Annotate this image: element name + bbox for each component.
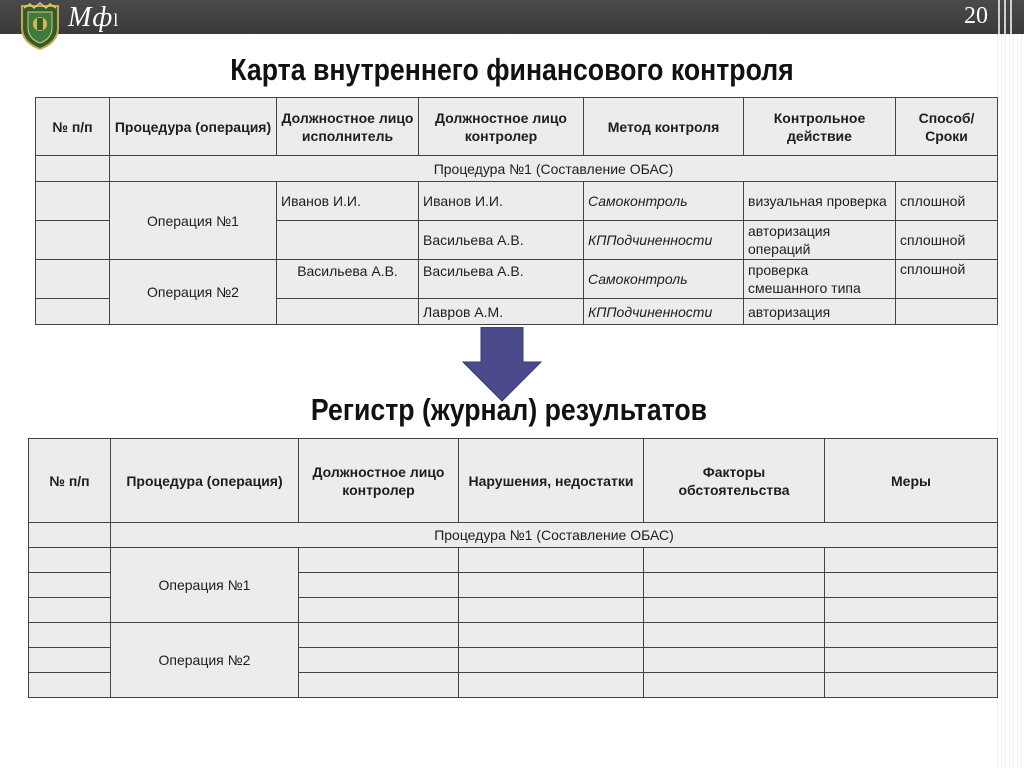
header-cell: Должностное лицо исполнитель — [277, 98, 419, 156]
table-cell — [825, 573, 998, 598]
table-cell — [36, 221, 110, 260]
controller-cell: Васильева А.В. — [419, 221, 584, 260]
control-map-table — [35, 97, 998, 325]
header-cell: Должностное лицо контролер — [419, 98, 584, 156]
table-row — [36, 182, 998, 221]
table-cell — [29, 648, 111, 673]
header-cell: Факторы обстоятельства — [644, 439, 825, 523]
table-cell — [29, 673, 111, 698]
table-row — [29, 523, 998, 548]
emblem-logo — [18, 2, 62, 50]
header-cell: № п/п — [29, 439, 111, 523]
table-cell — [825, 548, 998, 573]
table-cell — [644, 598, 825, 623]
brand-mark: Мфl — [68, 2, 120, 33]
table-cell — [36, 260, 110, 299]
table-cell — [299, 573, 459, 598]
method-cell: Самоконтроль — [584, 260, 744, 299]
action-cell: авторизация операций — [744, 221, 896, 260]
table-cell — [644, 623, 825, 648]
table-header-row — [36, 98, 998, 156]
header-cell: № п/п — [36, 98, 110, 156]
table-cell — [29, 573, 111, 598]
method-cell: Самоконтроль — [584, 182, 744, 221]
table-cell — [36, 299, 110, 325]
table-cell — [459, 623, 644, 648]
method-cell: КППодчиненности — [584, 221, 744, 260]
table-cell — [29, 523, 111, 548]
decorative-edge — [994, 34, 1024, 768]
header-cell: Способ/ Сроки — [896, 98, 998, 156]
executor-cell — [277, 221, 419, 260]
table-cell — [825, 598, 998, 623]
controller-cell: Лавров А.М. — [419, 299, 584, 325]
table-cell — [644, 548, 825, 573]
procedure-label: Процедура №1 (Составление ОБАС) — [111, 523, 998, 548]
header-cell: Метод контроля — [584, 98, 744, 156]
mode-cell: сплошной — [896, 221, 998, 260]
slide-number: 20 — [964, 3, 988, 29]
table-cell — [299, 598, 459, 623]
executor-cell: Иванов И.И. — [277, 182, 419, 221]
top-bar — [0, 0, 1024, 34]
table-cell — [459, 673, 644, 698]
table-cell — [299, 673, 459, 698]
table-cell — [299, 623, 459, 648]
operation-label: Операция №1 — [111, 548, 299, 623]
header-cell: Процедура (операция) — [111, 439, 299, 523]
table-cell — [36, 156, 110, 182]
mode-cell: сплошной — [896, 260, 998, 299]
table-cell — [299, 648, 459, 673]
results-register-table — [28, 438, 998, 698]
mode-cell: сплошной — [896, 182, 998, 221]
table-cell — [644, 573, 825, 598]
table-cell — [299, 548, 459, 573]
table-row — [29, 623, 998, 648]
table-cell — [644, 673, 825, 698]
table-row — [29, 548, 998, 573]
table-cell — [459, 573, 644, 598]
table-cell — [459, 648, 644, 673]
table-row — [36, 260, 998, 299]
procedure-label: Процедура №1 (Составление ОБАС) — [110, 156, 998, 182]
table-cell — [644, 648, 825, 673]
executor-cell: Васильева А.В. — [277, 260, 419, 299]
header-cell: Меры — [825, 439, 998, 523]
operation-label: Операция №1 — [110, 182, 277, 260]
header-cell: Нарушения, недостатки — [459, 439, 644, 523]
table-cell — [36, 182, 110, 221]
controller-cell: Васильева А.В. — [419, 260, 584, 299]
table-cell — [29, 623, 111, 648]
action-cell: авторизация — [744, 299, 896, 325]
table-cell — [825, 673, 998, 698]
table-cell — [825, 648, 998, 673]
table-cell — [29, 548, 111, 573]
controller-cell: Иванов И.И. — [419, 182, 584, 221]
operation-label: Операция №2 — [111, 623, 299, 698]
action-cell: проверка смешанного типа — [744, 260, 896, 299]
header-cell: Контрольное действие — [744, 98, 896, 156]
action-cell: визуальная проверка — [744, 182, 896, 221]
section-title: Регистр (журнал) результатов — [310, 392, 708, 427]
table-cell — [459, 548, 644, 573]
table-cell — [459, 598, 644, 623]
executor-cell — [277, 299, 419, 325]
method-cell: КППодчиненности — [584, 299, 744, 325]
table-cell — [29, 598, 111, 623]
mode-cell — [896, 299, 998, 325]
table-cell — [825, 623, 998, 648]
page-title: Карта внутреннего финансового контроля — [230, 52, 794, 87]
table-header-row — [29, 439, 998, 523]
arrow-down-icon — [461, 327, 543, 402]
header-cell: Должностное лицо контролер — [299, 439, 459, 523]
decorative-stripes — [996, 0, 1020, 34]
operation-label: Операция №2 — [110, 260, 277, 325]
header-cell: Процедура (операция) — [110, 98, 277, 156]
table-row — [36, 156, 998, 182]
